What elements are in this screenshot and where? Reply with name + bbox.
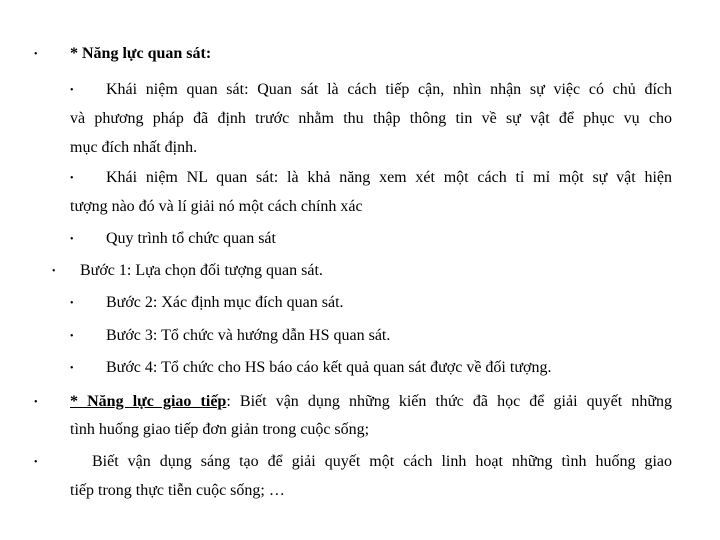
van-dung-line1: Biết vận dụng sáng tạo để giải quyết một cách linh hoạt những tình huống giao (92, 453, 672, 470)
quy-trinh-text: Quy trình tổ chức quan sát (106, 230, 276, 247)
buoc-4-text: Bước 4: Tổ chức cho HS báo cáo kết quả quan sát được về đối tượng. (106, 359, 552, 376)
bullet-marker: • (70, 234, 74, 245)
bullet-marker: • (34, 397, 38, 408)
bullet-marker: • (70, 363, 74, 374)
bullet-marker: • (70, 298, 74, 309)
buoc-3-text: Bước 3: Tổ chức và hướng dẫn HS quan sát. (106, 327, 391, 344)
khai-niem-quan-sat-line1: Khái niệm quan sát: Quan sát là cách tiếp cận, nhìn nhận sự việc có chủ đích (106, 81, 672, 98)
bullet-marker: • (70, 85, 74, 96)
khai-niem-quan-sat-line3: mục đích nhất định. (70, 139, 198, 156)
giao-tiep-line1-text: : Biết vận dụng những kiến thức đã học để giải quyết những (226, 393, 672, 410)
bullet-marker: • (52, 266, 56, 277)
giao-tiep-line2: tình huống giao tiếp đơn giản trong cuộc sống; (70, 421, 370, 438)
van-dung-line2: tiếp trong thực tiễn cuộc sống; … (70, 482, 285, 499)
khai-niem-nl-line2: tượng nào đó và lí giải nó một cách chính xác (70, 198, 363, 215)
bullet-marker: • (70, 331, 74, 342)
giao-tiep-line1 (70, 392, 672, 412)
bullet-marker: • (34, 49, 38, 60)
buoc-2-text: Bước 2: Xác định mục đích quan sát. (106, 294, 344, 311)
heading-nang-luc-giao-tiep: * Năng lực giao tiếp (70, 393, 227, 410)
bullet-marker: • (34, 457, 38, 468)
buoc-1-text: Bước 1: Lựa chọn đối tượng quan sát. (80, 262, 323, 279)
khai-niem-nl-line1: Khái niệm NL quan sát: là khả năng xem xét một cách tỉ mỉ một sự vật hiện (106, 169, 672, 186)
heading-nang-luc-quan-sat: * Năng lực quan sát: (70, 45, 212, 62)
bullet-marker: • (70, 173, 74, 184)
khai-niem-quan-sat-line2: và phương pháp đã định trước nhằm thu thập thông tin về sự vật để phục vụ cho (70, 110, 672, 127)
